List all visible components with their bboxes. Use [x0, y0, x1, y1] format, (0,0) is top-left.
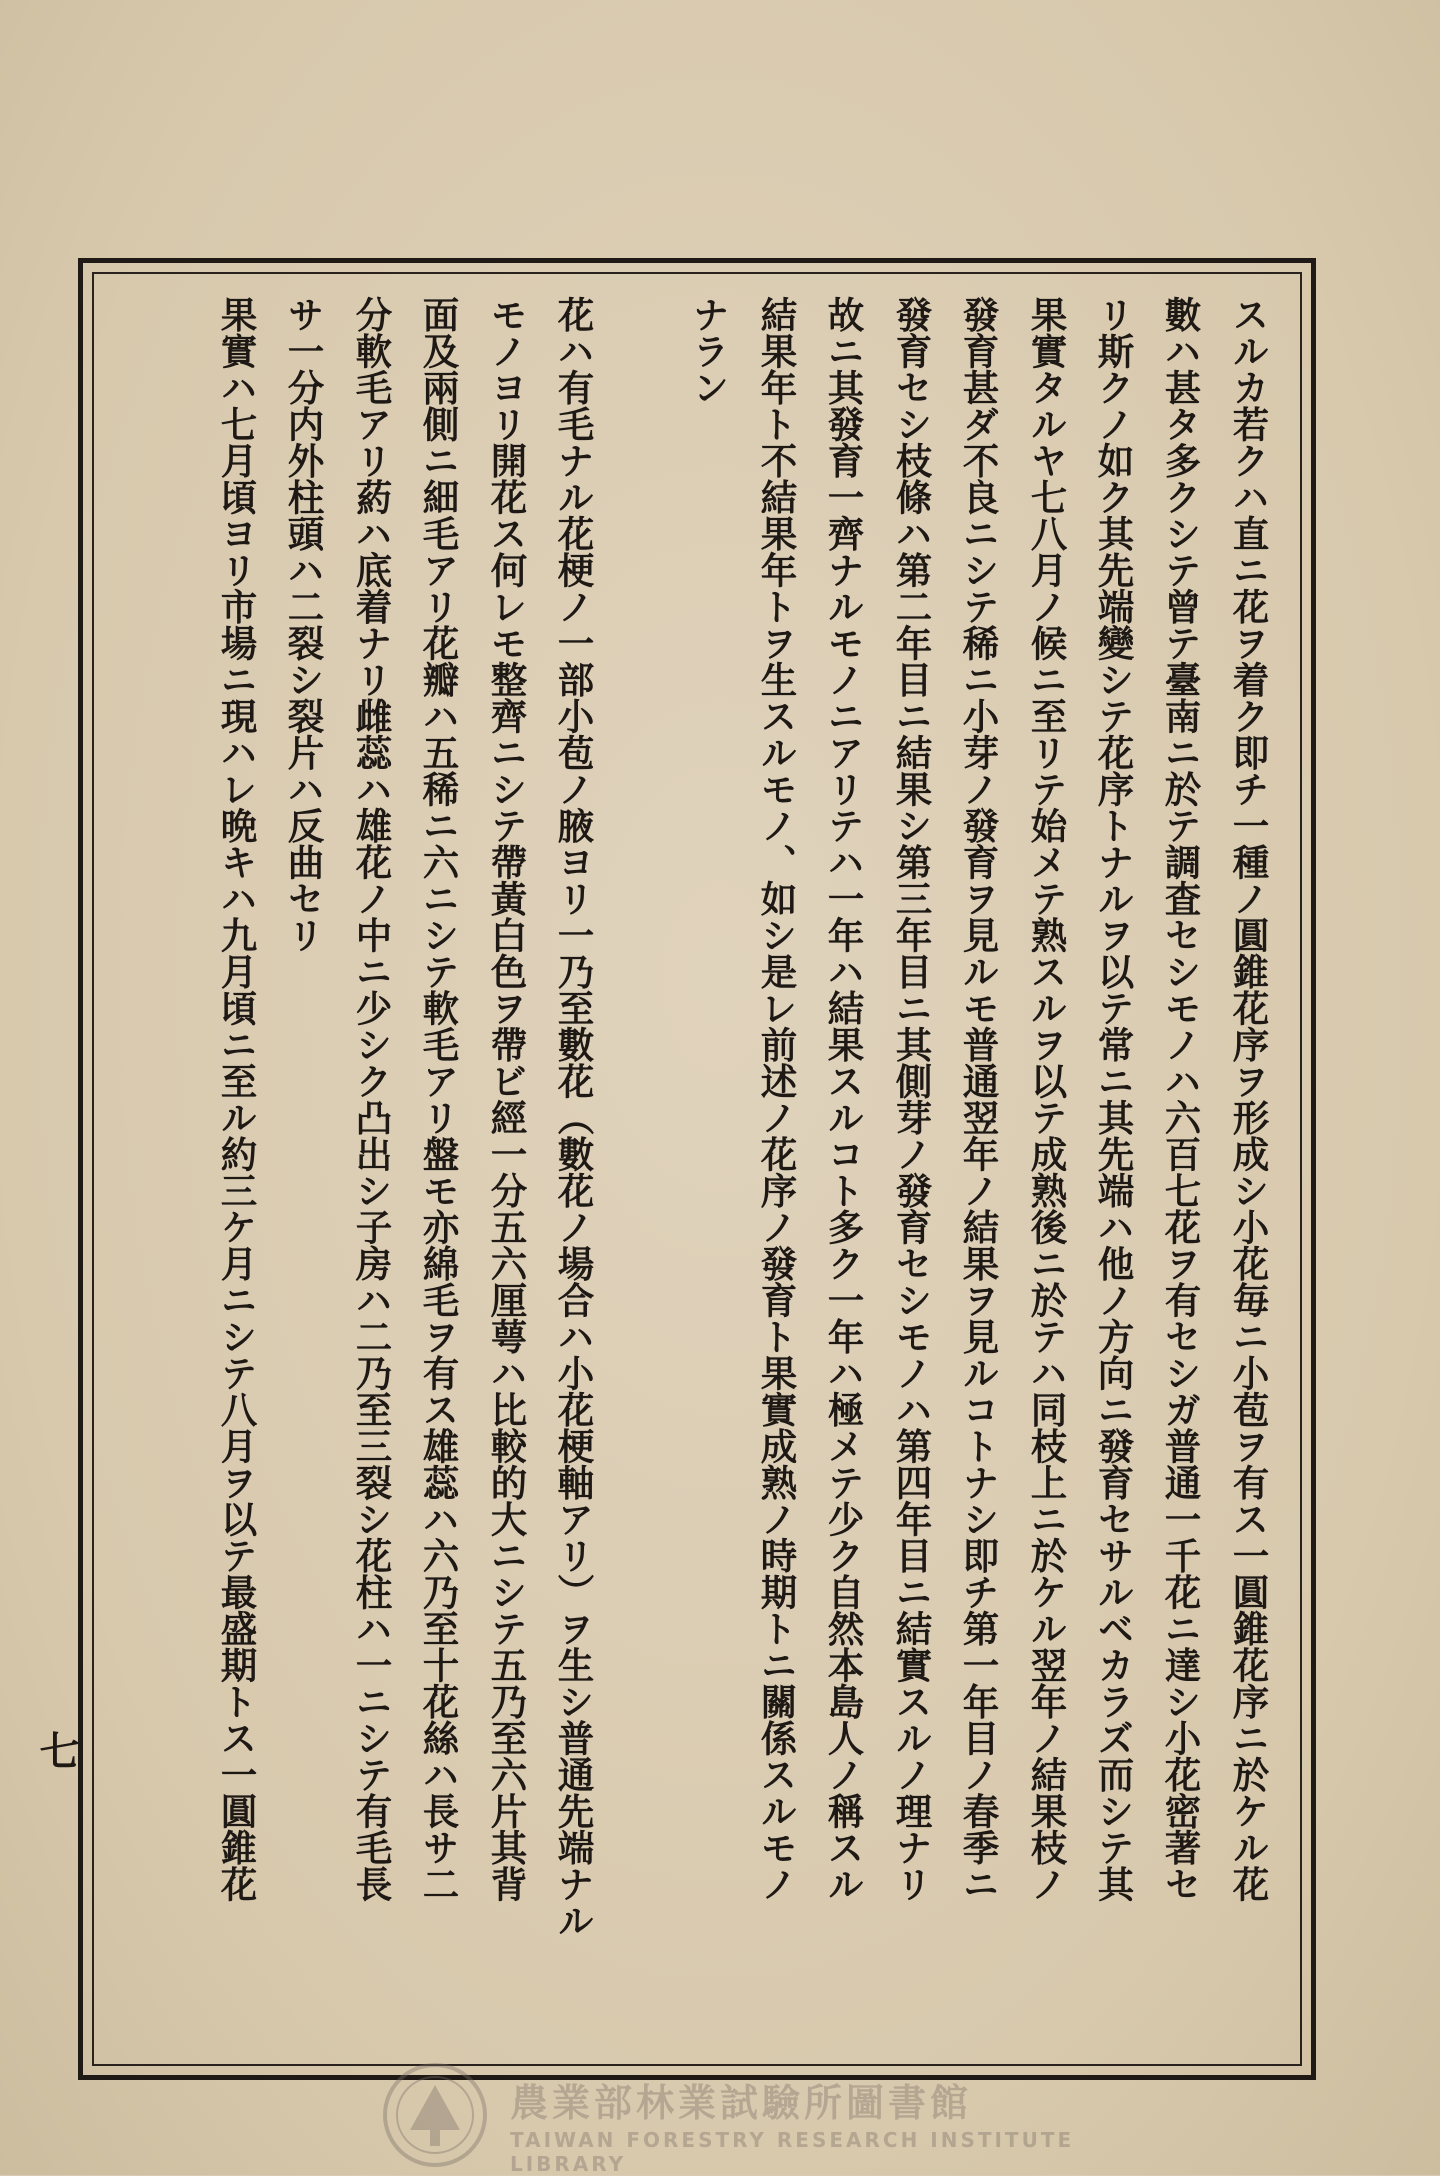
- text-column-11: 花ハ有毛ナル花梗ノ一部小苞ノ腋ヨリ一乃至數花（數花ノ場合ハ小花梗軸アリ）ヲ生シ普通先端ナル: [552, 296, 595, 1939]
- text-column-10: [611, 296, 671, 2041]
- page-number: 七: [33, 1730, 80, 1770]
- vertical-text-body: [108, 296, 1288, 2046]
- text-column-8: 結果年ト不結果年トヲ生スルモノ、如シ是レ前述ノ花序ノ發育ト果實成熟ノ時期トニ關係スルモノ: [755, 296, 798, 1902]
- text-column-7: 故ニ其發育一齊ナルモノニアリテハ一年ハ結果スルコト多ク一年ハ極メテ少ク自然本島人ノ稱スル: [822, 296, 865, 1902]
- watermark-subtitle: TAIWAN FORESTRY RESEARCH INSTITUTE LIBRARY: [510, 2128, 1075, 2176]
- text-column-13: 面及兩側ニ細毛アリ花瓣ハ五稀ニ六ニシテ軟毛アリ盤モ亦綿毛ヲ有ス雄蕊ハ六乃至十花絲ハ長サ二: [417, 296, 460, 1902]
- text-column-15: サ一分内外柱頭ハ二裂シ裂片ハ反曲セリ: [282, 296, 325, 953]
- text-column-3: リ斯クノ如ク其先端變シテ花序トナルヲ以テ常ニ其先端ハ他ノ方向ニ發育セサルベカラズ而シテ其: [1092, 296, 1135, 1902]
- text-column-5: 發育甚ダ不良ニシテ稀ニ小芽ノ發育ヲ見ルモ普通翌年ノ結果ヲ見ルコトナシ即チ第一年目ノ春季ニ: [957, 296, 1000, 1902]
- text-column-9: ナラン: [687, 296, 730, 406]
- text-column-4: 果實タルヤ七八月ノ候ニ至リテ始メテ熟スルヲ以テ成熟後ニ於テハ同枝上ニ於ケル翌年ノ結果枝ノ: [1025, 296, 1068, 1902]
- text-column-14: 分軟毛アリ葯ハ底着ナリ雌蕊ハ雄花ノ中ニ少シク凸出シ子房ハ二乃至三裂シ花柱ハ一ニシテ有毛長: [350, 296, 393, 1902]
- text-column-1: スルカ若クハ直ニ花ヲ着ク即チ一種ノ圓錐花序ヲ形成シ小花毎ニ小苞ヲ有ス一圓錐花序ニ於ケル花: [1227, 296, 1270, 1902]
- text-column-2: 數ハ甚タ多クシテ曾テ臺南ニ於テ調査セシモノハ六百七花ヲ有セシガ普通一千花ニ達シ小花密著セ: [1159, 296, 1202, 1902]
- library-watermark: [380, 2060, 1080, 2176]
- text-column-16: 果實ハ七月頃ヨリ市場ニ現ハレ晩キハ九月頃ニ至ル約三ケ月ニシテ八月ヲ以テ最盛期トス一圓錐花: [215, 296, 258, 1902]
- text-column-6: 發育セシ枝條ハ第二年目ニ結果シ第三年目ニ其側芽ノ發育セシモノハ第四年目ニ結實スルノ理ナリ: [890, 296, 933, 1902]
- text-column-12: モノヨリ開花ス何レモ整齊ニシテ帶黃白色ヲ帶ビ經一分五六厘萼ハ比較的大ニシテ五乃至六片其背: [485, 296, 528, 1902]
- watermark-title: 農業部林業試驗所圖書館: [510, 2081, 973, 2125]
- library-seal-icon: [380, 2060, 490, 2170]
